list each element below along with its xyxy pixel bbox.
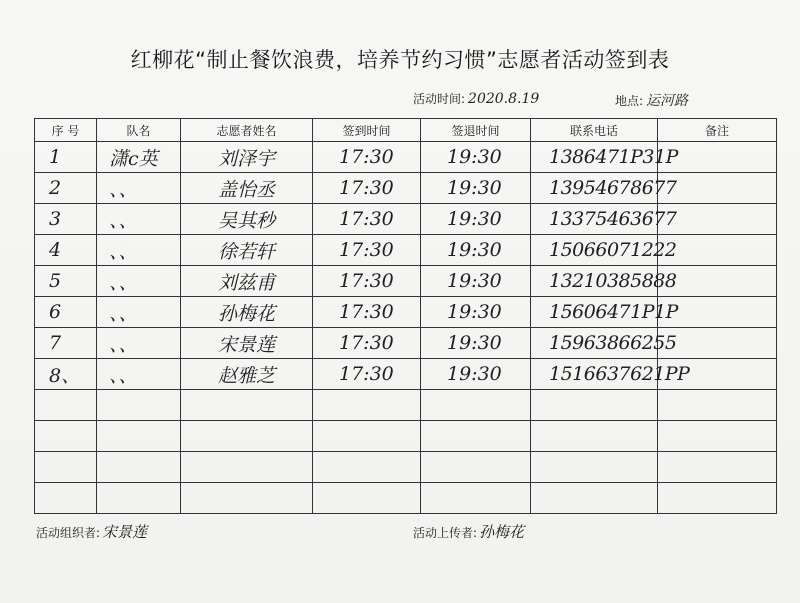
cell-sign-in-time: 17:30 <box>313 142 421 173</box>
cell-seq: 2 <box>35 173 97 204</box>
column-header-name: 志愿者姓名 <box>181 119 313 142</box>
cell-phone: 13210385888 <box>531 266 658 297</box>
activity-time-label: 活动时间: <box>413 92 466 106</box>
sheet-title: 红柳花“制止餐饮浪费，培养节约习惯”志愿者活动签到表 <box>130 48 670 72</box>
cell-sign-in-time <box>313 483 421 514</box>
cell-sign-in-time: 17:30 <box>313 359 421 390</box>
cell-team <box>97 452 181 483</box>
organizer <box>36 521 147 542</box>
uploader <box>413 521 524 542</box>
cell-team: 、、 <box>97 297 181 328</box>
cell-phone: 1386471P31P <box>531 142 658 173</box>
cell-seq: 3 <box>35 204 97 235</box>
cell-seq: 1 <box>35 142 97 173</box>
cell-phone <box>531 452 658 483</box>
table-row <box>35 359 777 390</box>
cell-sign-in-time <box>313 452 421 483</box>
cell-seq: 7 <box>35 328 97 359</box>
cell-team <box>97 421 181 452</box>
cell-volunteer-name <box>181 390 313 421</box>
cell-note <box>658 421 777 452</box>
cell-volunteer-name: 盖怡丞 <box>181 173 313 204</box>
activity-place-value: 运河路 <box>646 93 689 109</box>
cell-phone <box>531 421 658 452</box>
cell-volunteer-name: 宋景莲 <box>181 328 313 359</box>
table-body <box>35 142 777 514</box>
cell-sign-in-time: 17:30 <box>313 266 421 297</box>
cell-sign-out-time: 19:30 <box>421 328 531 359</box>
table-row <box>35 266 777 297</box>
cell-note <box>658 452 777 483</box>
cell-team: 、、 <box>97 235 181 266</box>
column-header-seq: 序 号 <box>35 119 97 142</box>
cell-phone: 13954678677 <box>531 173 658 204</box>
cell-volunteer-name: 吴其秒 <box>181 204 313 235</box>
cell-sign-in-time <box>313 421 421 452</box>
cell-team: 、、 <box>97 204 181 235</box>
cell-volunteer-name: 赵雅芝 <box>181 359 313 390</box>
cell-volunteer-name <box>181 421 313 452</box>
table-header-row <box>35 119 777 142</box>
cell-seq: 4 <box>35 235 97 266</box>
cell-team <box>97 483 181 514</box>
column-header-sign-in: 签到时间 <box>313 119 421 142</box>
cell-team: 、、 <box>97 328 181 359</box>
cell-team <box>97 390 181 421</box>
cell-phone: 15606471P1P <box>531 297 658 328</box>
uploader-signature: 孙梅花 <box>479 523 525 541</box>
cell-sign-out-time: 19:30 <box>421 359 531 390</box>
table-row <box>35 390 777 421</box>
activity-time-value: 2020.8.19 <box>468 91 540 107</box>
cell-volunteer-name: 徐若轩 <box>181 235 313 266</box>
cell-sign-out-time <box>421 452 531 483</box>
activity-time <box>413 90 539 107</box>
cell-sign-out-time: 19:30 <box>421 297 531 328</box>
table-row <box>35 173 777 204</box>
table-row <box>35 421 777 452</box>
cell-sign-out-time: 19:30 <box>421 266 531 297</box>
cell-team: 、、 <box>97 266 181 297</box>
table-row <box>35 235 777 266</box>
cell-phone <box>531 483 658 514</box>
cell-sign-in-time: 17:30 <box>313 204 421 235</box>
cell-sign-out-time <box>421 390 531 421</box>
cell-sign-in-time: 17:30 <box>313 173 421 204</box>
cell-sign-out-time <box>421 483 531 514</box>
table-row <box>35 142 777 173</box>
table-row <box>35 204 777 235</box>
uploader-label: 活动上传者: <box>413 526 478 540</box>
activity-place <box>615 90 688 110</box>
cell-sign-out-time: 19:30 <box>421 204 531 235</box>
cell-sign-out-time <box>421 421 531 452</box>
cell-volunteer-name: 孙梅花 <box>181 297 313 328</box>
organizer-signature: 宋景莲 <box>102 523 148 541</box>
cell-seq <box>35 483 97 514</box>
cell-seq <box>35 452 97 483</box>
cell-seq: 5 <box>35 266 97 297</box>
cell-sign-in-time: 17:30 <box>313 297 421 328</box>
cell-volunteer-name: 刘兹甫 <box>181 266 313 297</box>
cell-phone: 13375463677 <box>531 204 658 235</box>
cell-team: 、、 <box>97 173 181 204</box>
cell-phone: 1516637621PP <box>531 359 658 390</box>
cell-sign-in-time <box>313 390 421 421</box>
cell-sign-out-time: 19:30 <box>421 235 531 266</box>
cell-note <box>658 390 777 421</box>
table-row <box>35 297 777 328</box>
cell-team: 、、 <box>97 359 181 390</box>
cell-team: 潇c英 <box>97 142 181 173</box>
column-header-phone: 联系电话 <box>531 119 658 142</box>
cell-volunteer-name <box>181 483 313 514</box>
cell-sign-out-time: 19:30 <box>421 142 531 173</box>
cell-sign-out-time: 19:30 <box>421 173 531 204</box>
cell-sign-in-time: 17:30 <box>313 235 421 266</box>
cell-phone <box>531 390 658 421</box>
column-header-team: 队名 <box>97 119 181 142</box>
cell-note <box>658 483 777 514</box>
cell-seq: 8、 <box>35 359 97 390</box>
cell-sign-in-time: 17:30 <box>313 328 421 359</box>
column-header-note: 备注 <box>658 119 777 142</box>
cell-seq <box>35 421 97 452</box>
cell-seq <box>35 390 97 421</box>
table-row <box>35 452 777 483</box>
cell-volunteer-name <box>181 452 313 483</box>
sign-in-table <box>34 118 777 514</box>
cell-phone: 15066071222 <box>531 235 658 266</box>
table-row <box>35 483 777 514</box>
table-row <box>35 328 777 359</box>
cell-seq: 6 <box>35 297 97 328</box>
activity-place-label: 地点: <box>615 94 644 108</box>
column-header-sign-out: 签退时间 <box>421 119 531 142</box>
organizer-label: 活动组织者: <box>36 526 101 540</box>
cell-phone: 15963866255 <box>531 328 658 359</box>
cell-volunteer-name: 刘泽宇 <box>181 142 313 173</box>
